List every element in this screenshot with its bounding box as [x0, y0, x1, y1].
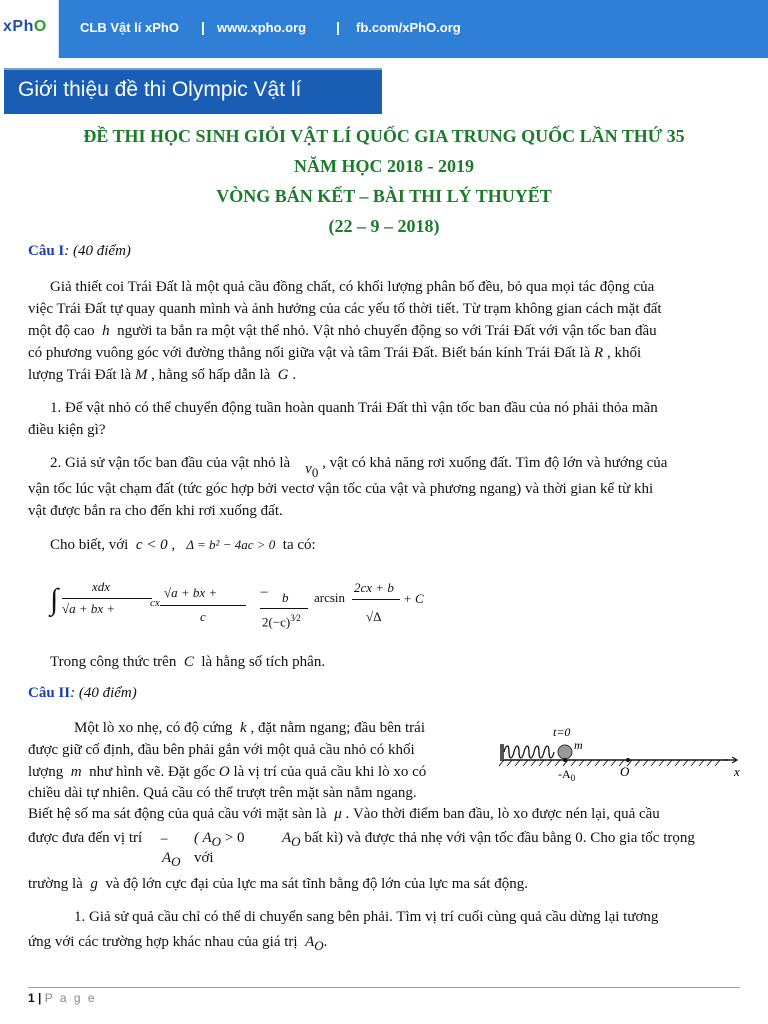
page-footer: 1 | P a g e	[28, 991, 97, 1005]
integration-constant: + C	[403, 591, 424, 606]
spring	[504, 746, 554, 758]
xpho-logo[interactable]: xPhO	[3, 18, 47, 35]
header-separator: |	[201, 19, 205, 35]
m-label: m	[574, 738, 583, 752]
q2-paragraph-line: được đưa đến vị trí	[28, 830, 143, 846]
discriminant-condition: Δ = b² − 4ac > 0	[186, 537, 276, 552]
title-line-3: VÒNG BÁN KẾT – BÀI THI LÝ THUYẾT	[216, 186, 552, 206]
q2-item-1-cont: ứng với các trường hợp khác nhau của giá trị $A_O$.	[28, 934, 328, 953]
facebook-link[interactable]: fb.com/xPhO.org	[356, 20, 461, 35]
wall	[500, 744, 504, 760]
q2-paragraph-line: được giữ cố định, đầu bên phải gắn với một quả cầu nhỏ có khối	[28, 742, 415, 758]
fraction-1-denominator: √a + bx +	[62, 601, 116, 616]
origin-point	[626, 758, 630, 762]
arcsin-function: arcsin	[314, 590, 346, 605]
fraction-2-numerator: √a + bx +	[164, 585, 218, 600]
q2-paragraph-line: trường là g và độ lớn cực đại của lực ma sát tĩnh bằng độ lớn của lực ma sát động.	[28, 876, 528, 892]
page-label: P a g e	[44, 991, 97, 1005]
question-2-heading	[28, 684, 137, 702]
a0-symbol: $A_O$	[162, 850, 181, 869]
question-1-heading	[28, 242, 131, 260]
q2-paragraph-line: $A_O$ bất kì) và được thả nhẹ với vận tốc đầu bằng 0. Cho gia tốc trọng	[282, 830, 695, 849]
ball	[558, 745, 572, 759]
title-line-1: ĐỀ THI HỌC SINH GIỎI VẬT LÍ QUỐC GIA TRUNG QUỐC LẦN THỨ 35	[83, 126, 685, 146]
title-line-2: NĂM HỌC 2018 - 2019	[294, 156, 474, 176]
q1-item-2-cont: vật được bắn ra cho đến khi rơi xuống đất.	[28, 503, 283, 519]
voi-word: với	[194, 850, 214, 866]
a0-condition: ( $A_O > 0$	[194, 830, 245, 849]
v0-symbol: $v_0$	[305, 461, 319, 480]
fraction-line	[352, 599, 400, 600]
radius-symbol: R	[594, 345, 604, 361]
header-separator: |	[336, 19, 340, 35]
x-label: x	[734, 764, 740, 779]
floor-hatching	[499, 760, 728, 766]
cx-term: cx	[150, 597, 160, 609]
gravity-constant-symbol: G	[277, 367, 289, 383]
t0-label: t=0	[553, 725, 571, 739]
q1-paragraph-line: một độ cao h người ta bắn ra một vật thể nhỏ. Vật nhỏ chuyển động so với Trái Đất với vận tốc ban đầu	[28, 323, 657, 339]
o-label: O	[620, 764, 630, 779]
spring-ball-figure	[490, 718, 740, 786]
club-name: CLB Vật lí xPhO	[80, 20, 179, 35]
mass-symbol: M	[134, 367, 148, 383]
minus-sign: −	[260, 585, 269, 601]
fraction-4-numerator: 2cx + b	[354, 580, 394, 595]
page-number: 1	[28, 991, 35, 1005]
minus-symbol: −	[160, 832, 169, 848]
fraction-1-numerator: xdx	[92, 579, 111, 594]
fraction-line	[62, 598, 152, 599]
question-1-label: Câu I	[28, 243, 65, 259]
integral-sign: ∫	[50, 583, 59, 616]
title-line-4: (22 – 9 – 2018)	[328, 216, 440, 236]
question-2-points: : (40 điểm)	[70, 685, 137, 701]
fraction-4-denominator: √Δ	[366, 609, 382, 624]
q1-paragraph-line: việc Trái Đất tự quay quanh mình và ảnh hưởng của các yếu tố thời tiết. Từ trạm không gian cách mặt đất	[28, 301, 662, 317]
website-link[interactable]: www.xpho.org	[217, 20, 307, 35]
footer-divider	[28, 987, 740, 988]
height-symbol: h	[102, 323, 110, 339]
fraction-3-numerator: b	[282, 590, 289, 605]
q1-paragraph-line: Giả thiết coi Trái Đất là một quả cầu đồng chất, có khối lượng phân bố đều, bỏ qua mọi tác động của	[50, 279, 655, 295]
fraction-line	[160, 605, 246, 606]
q2-paragraph-line: Một lò xo nhẹ, có độ cứng k , đặt nằm ngang; đầu bên trái	[74, 720, 425, 736]
q1-item-1-cont: điều kiện gì?	[28, 422, 106, 438]
q2-paragraph-line: lượng m như hình vẽ. Đặt gốc O là vị trí của quả cầu khi lò xo có	[28, 764, 427, 780]
q1-item-2-cont: vận tốc lúc vật chạm đất (tức góc hợp bởi vectơ vận tốc của vật và phương ngang) và thời gian kể từ khi	[28, 481, 654, 497]
minus-a0-label: $-A_0$	[558, 767, 576, 783]
q2-item-1: 1. Giả sử quả cầu chỉ có thể di chuyển sang bên phải. Tìm vị trí cuối cùng quả cầu dừng lại tương	[74, 909, 659, 925]
q1-paragraph-line: lượng Trái Đất là M , hằng số hấp dẫn là G .	[28, 367, 297, 383]
q1-item-2: 2. Giả sử vận tốc ban đầu của vật nhỏ là $v_0$ , vật có khả năng rơi xuống đất. Tìm độ lớn và hướng của	[50, 455, 668, 480]
question-1-points: : (40 điểm)	[64, 243, 131, 259]
q2-paragraph-line: chiều dài tự nhiên. Quả cầu có thể trượt trên mặt sàn nằm ngang.	[28, 785, 417, 801]
banner-label: Giới thiệu đề thi Olympic Vật lí	[18, 78, 302, 101]
fraction-line	[260, 608, 308, 609]
q1-paragraph-line: có phương vuông góc với đường thẳng nối giữa vật và tâm Trái Đất. Biết bán kính Trái Đất là R , khối	[28, 345, 642, 361]
q1-item-1: 1. Để vật nhỏ có thể chuyển động tuần hoàn quanh Trái Đất thì vận tốc ban đầu của nó phải thỏa mãn	[50, 400, 658, 416]
q2-paragraph-line: Biết hệ số ma sát động của quả cầu với mặt sàn là μ . Vào thời điểm ban đầu, lò xo được nén lại, quả cầu	[28, 806, 660, 822]
fraction-3-denominator: $2(-c)^{3⁄2}$	[262, 613, 301, 630]
question-2-label: Câu II	[28, 685, 71, 701]
given-line: Cho biết, với c < 0 , Δ = b² − 4ac > 0 ta có:	[50, 537, 316, 553]
formula-note: Trong công thức trên C là hằng số tích phân.	[50, 654, 326, 670]
fraction-2-denominator: c	[200, 609, 206, 624]
